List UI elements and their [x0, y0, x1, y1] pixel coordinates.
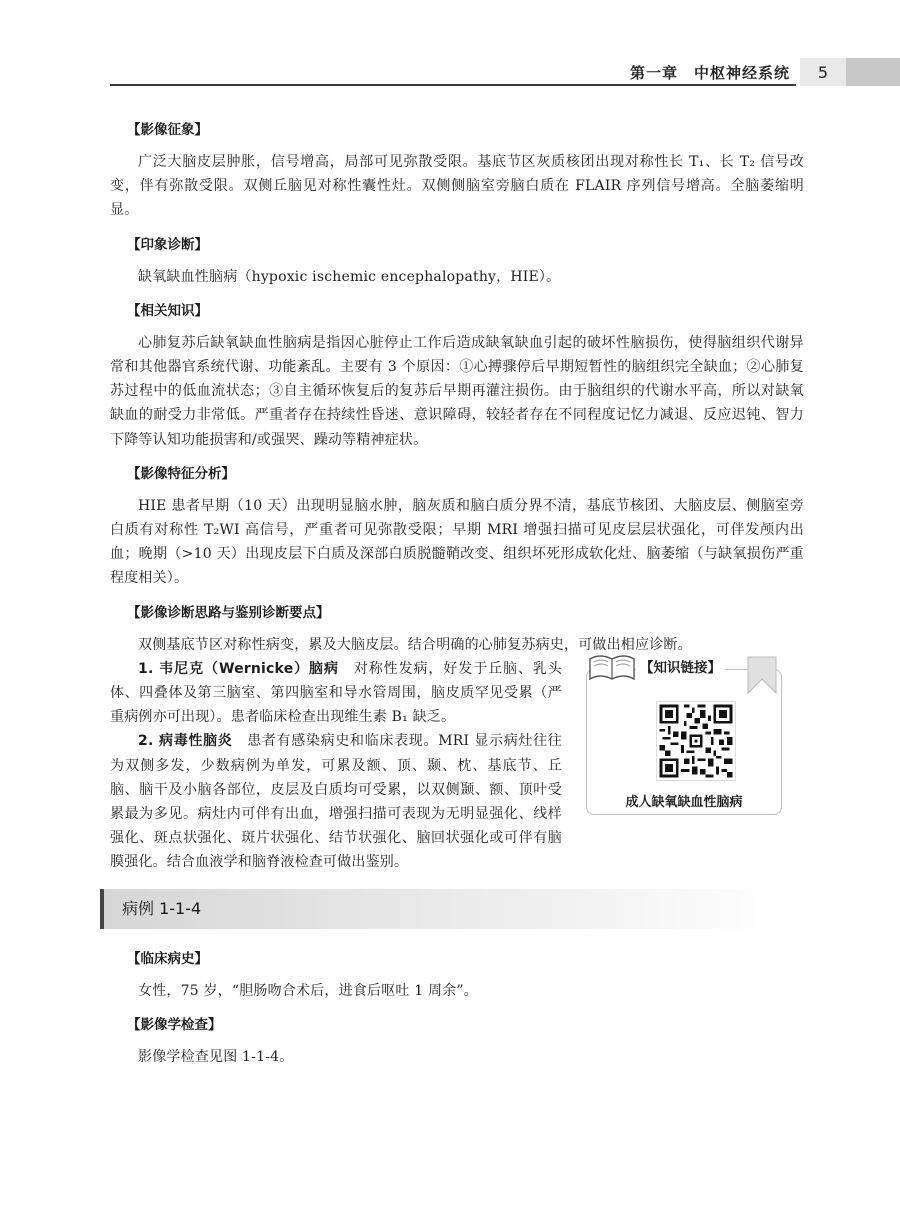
page-number: 5 — [800, 58, 846, 86]
header-gray-block — [846, 58, 900, 86]
section-heading-related-knowledge: 【相关知识】 — [127, 302, 208, 319]
chapter-title: 第一章 中枢神经系统 — [629, 64, 790, 82]
corner-tab-icon — [746, 655, 778, 695]
differential-item-wernicke — [110, 657, 562, 730]
differential-item-text: 对称性发病，好发于丘脑、乳头体、四叠体及第三脑室、第四脑室和导水管周围，脑皮质罕见受累（严重病例亦可出现）。患者临床检查出现维生素 B₁ 缺乏。 — [110, 660, 563, 726]
qr-code[interactable] — [656, 701, 736, 781]
differential-item-title: 1. 韦尼克（Wernicke）脑病 — [138, 660, 339, 677]
diagnosis-items-with-link — [110, 657, 804, 875]
section-heading-imaging-signs: 【影像征象】 — [127, 122, 208, 138]
differential-list — [110, 657, 562, 875]
section-heading-imaging-analysis: 【影像特征分析】 — [127, 465, 235, 482]
impression-text: 缺氧缺血性脑病（hypoxic ischemic encephalopathy，HIE）。 — [138, 268, 561, 285]
clinical-history-text: 女性，75 岁，“胆肠吻合术后，进食后呕吐 1 周余”。 — [138, 982, 478, 999]
knowledge-link-caption[interactable]: 成人缺氧缺血性脑病 — [625, 794, 743, 810]
differential-item-text: 患者有感染病史和临床表现。MRI 显示病灶往往为双侧多发，少数病例为单发，可累及额、顶、颞、枕、基底节、丘脑、脑干及小脑各部位，皮层及白质均可受累，以双侧颞、额、顶叶受累最为多见。病灶内可伴有出血，增强扫描可表现为无明显强化、线样强化、斑点状强化、斑片状强化、结节状强化、脑回状强化或可伴有脑膜强化。结合血液学和脑脊液检查可做出鉴别。 — [110, 733, 562, 871]
qr-code-graphic — [657, 702, 735, 780]
page-content — [110, 118, 804, 1069]
section-heading-diagnosis-approach: 【影像诊断思路与鉴别诊断要点】 — [127, 604, 330, 621]
differential-item-title: 2. 病毒性脑炎 — [138, 733, 233, 750]
differential-item-viral-encephalitis — [110, 729, 562, 874]
open-book-icon — [586, 651, 638, 683]
case-title: 病例 1-1-4 — [122, 898, 202, 918]
imaging-exam-text: 影像学检查见图 1-1-4。 — [138, 1048, 294, 1065]
diagnosis-intro-text: 双侧基底节区对称性病变，累及大脑皮层。结合明确的心肺复苏病史，可做出相应诊断。 — [138, 636, 692, 653]
knowledge-link-box[interactable] — [586, 657, 784, 815]
knowledge-link-title: 【知识链接】 — [636, 655, 725, 681]
header-rule — [110, 84, 796, 86]
imaging-analysis-text: HIE 患者早期（10 天）出现明显脑水肿，脑灰质和脑白质分界不清，基底节核团、大脑皮层、侧脑室旁白质有对称性 T₂WI 高信号，严重者可见弥散受限；早期 MRI 增强扫描可见皮层层状强化，可伴发颅内出血；晚期（>10 天）出现皮层下白质及深部白质脱髓鞘改变、组织坏死形成软化灶、脑萎缩（与缺氧损伤严重程度相关）。 — [110, 497, 804, 587]
imaging-signs-text: 广泛大脑皮层肿胀，信号增高，局部可见弥散受限。基底节区灰质核团出现对称性长 T₁、长 T₂ 信号改变，伴有弥散受限。双侧丘脑见对称性囊性灶。双侧侧脑室旁脑白质在 FLAIR 序列信号增高。全脑萎缩明显。 — [110, 154, 804, 219]
section-heading-clinical-history: 【临床病史】 — [127, 950, 208, 967]
case-title-bar — [100, 889, 780, 929]
section-heading-impression: 【印象诊断】 — [127, 236, 208, 253]
related-knowledge-text: 心肺复苏后缺氧缺血性脑病是指因心脏停止工作后造成缺氧缺血引起的破坏性脑损伤，使得脑组织代谢异常和其他器官系统代谢、功能紊乱。主要有 3 个原因：①心搏骤停后早期短暂性的脑组织完全缺血；②心肺复苏过程中的低血流状态；③自主循环恢复后的复苏后早期再灌注损伤。由于脑组织的代谢水平高，所以对缺氧缺血的耐受力非常低。严重者存在持续性昏迷、意识障碍，较轻者存在不同程度记忆力减退、反应迟钝、智力下降等认知功能损害和/或强哭、躁动等精神症状。 — [110, 334, 804, 448]
section-heading-imaging-exam: 【影像学检查】 — [127, 1016, 222, 1033]
